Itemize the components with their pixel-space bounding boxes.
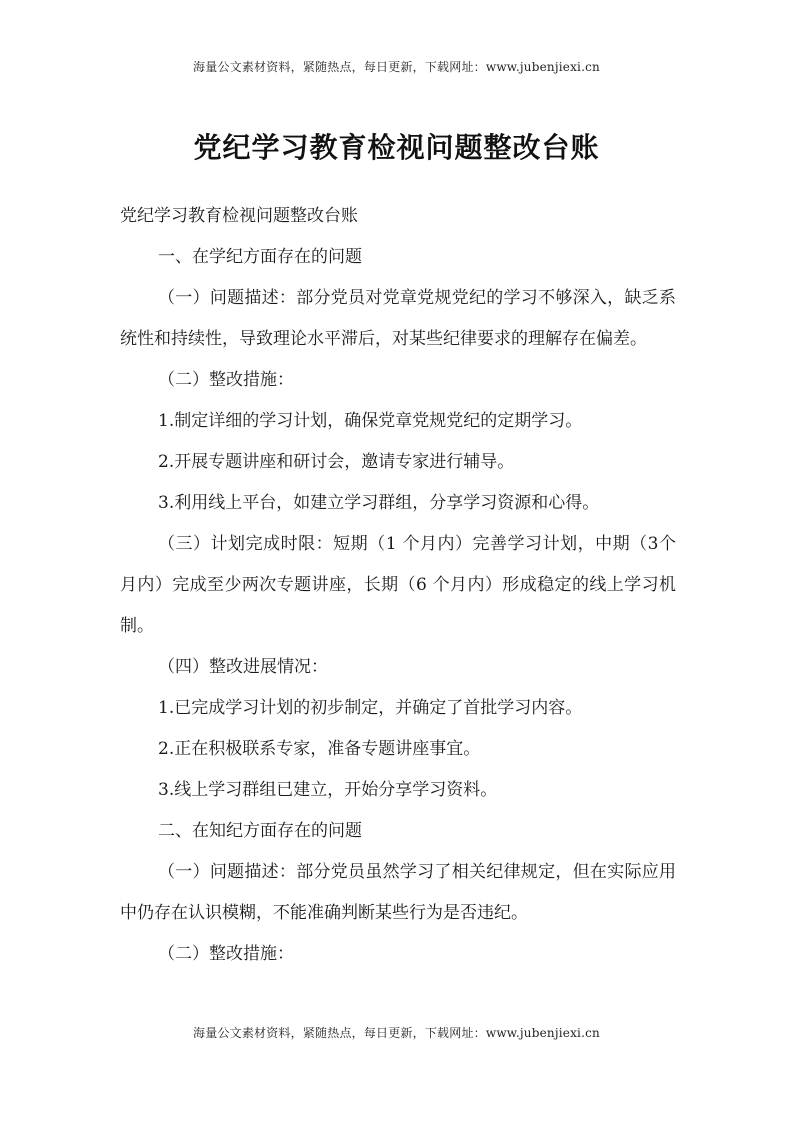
paragraph-measures-heading: （二）整改措施： xyxy=(158,370,294,390)
paragraph-subtitle: 党纪学习教育检视问题整改台账 xyxy=(120,206,358,226)
paragraph-progress-1: 1.已完成学习计划的初步制定，并确定了首批学习内容。 xyxy=(158,698,583,718)
paragraph-progress-heading: （四）整改进展情况： xyxy=(158,657,328,677)
paragraph-measure-1: 1.制定详细的学习计划，确保党章党规党纪的定期学习。 xyxy=(158,411,583,431)
paragraph-problem-description-2: （一）问题描述：部分党员虽然学习了相关纪律规定，但在实际应用中仍存在认识模糊，不能准确判断某些行为是否违纪。 xyxy=(120,862,676,923)
page-footer: 海量公文素材资料，紧随热点，每日更新，下载网址：www.jubenjiexi.cn xyxy=(193,1026,600,1040)
paragraph-measure-2: 2.开展专题讲座和研讨会，邀请专家进行辅导。 xyxy=(158,452,515,472)
paragraph-deadline: （三）计划完成时限：短期（1 个月内）完善学习计划，中期（3个月内）完成至少两次专题讲座，长期（6 个月内）形成稳定的线上学习机制。 xyxy=(120,534,676,636)
paragraph-measure-3: 3.利用线上平台，如建立学习群组，分享学习资源和心得。 xyxy=(158,493,600,513)
paragraph-measures-heading-2: （二）整改措施： xyxy=(158,944,294,964)
section-heading-1: 一、在学纪方面存在的问题 xyxy=(158,247,362,267)
page-header: 海量公文素材资料，紧随热点，每日更新，下载网址：www.jubenjiexi.cn xyxy=(193,60,600,74)
document-title: 党纪学习教育检视问题整改台账 xyxy=(193,131,600,164)
paragraph-progress-3: 3.线上学习群组已建立，开始分享学习资料。 xyxy=(158,780,498,800)
paragraph-problem-description: （一）问题描述：部分党员对党章党规党纪的学习不够深入，缺乏系统性和持续性，导致理论水平滞后，对某些纪律要求的理解存在偏差。 xyxy=(120,288,676,349)
document-body xyxy=(120,196,676,975)
section-heading-2: 二、在知纪方面存在的问题 xyxy=(158,821,362,841)
paragraph-progress-2: 2.正在积极联系专家，准备专题讲座事宜。 xyxy=(158,739,481,759)
